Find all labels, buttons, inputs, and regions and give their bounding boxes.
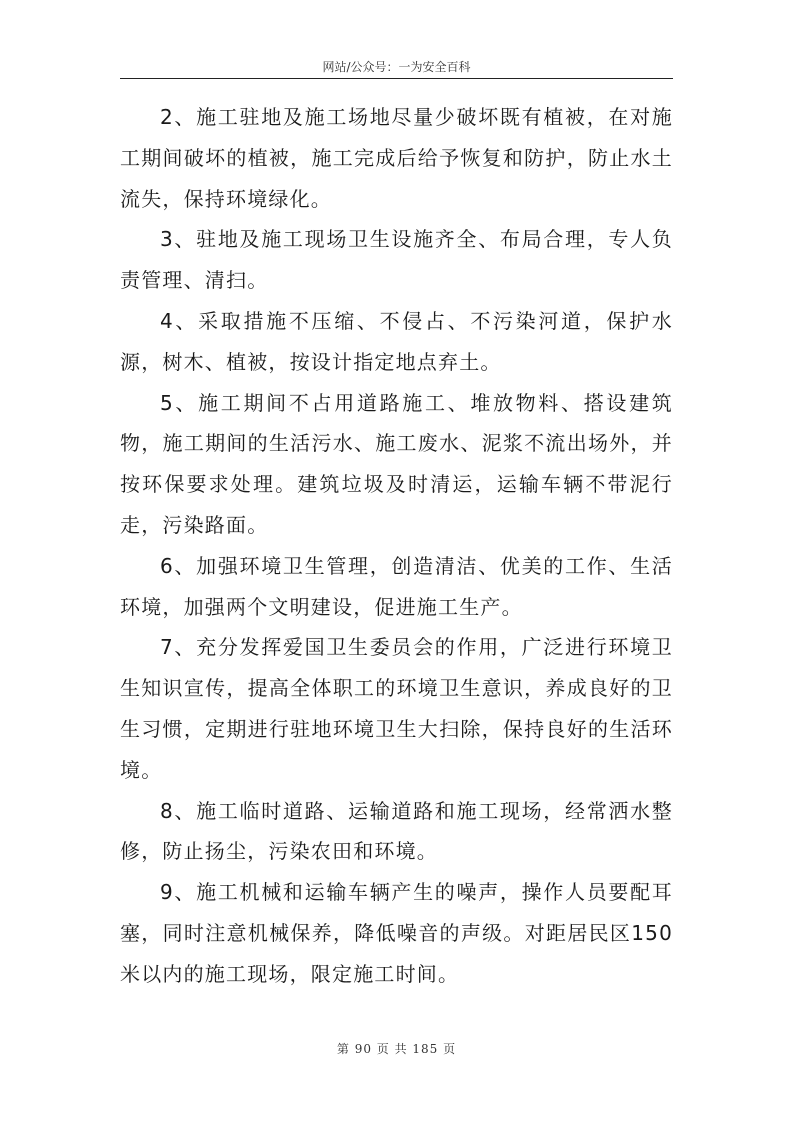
paragraph-item-3: 3、驻地及施工现场卫生设施齐全、布局合理，专人负责管理、清扫。 — [120, 227, 673, 293]
page-number-footer: 第 90 页 共 185 页 — [336, 1042, 457, 1056]
document-body — [120, 97, 673, 995]
page-header: 网站/公众号：一为安全百科 — [120, 56, 673, 79]
paragraph-item-8: 8、施工临时道路、运输道路和施工现场，经常洒水整修，防止扬尘，污染农田和环境。 — [120, 798, 673, 864]
paragraph-item-9: 9、施工机械和运输车辆产生的噪声，操作人员要配耳塞，同时注意机械保养，降低噪音的声级。对距居民区150米以内的施工现场，限定施工时间。 — [120, 880, 673, 986]
paragraph-item-7: 7、充分发挥爱国卫生委员会的作用，广泛进行环境卫生知识宣传，提高全体职工的环境卫生意识，养成良好的卫生习惯，定期进行驻地环境卫生大扫除，保持良好的生活环境。 — [120, 635, 673, 782]
paragraph-item-5: 5、施工期间不占用道路施工、堆放物料、搭设建筑物，施工期间的生活污水、施工废水、泥浆不流出场外，并按环保要求处理。建筑垃圾及时清运，运输车辆不带泥行走，污染路面。 — [120, 390, 673, 537]
paragraph-item-4: 4、采取措施不压缩、不侵占、不污染河道，保护水源，树木、植被，按设计指定地点弃土。 — [120, 308, 673, 374]
paragraph-item-2: 2、施工驻地及施工场地尽量少破坏既有植被，在对施工期间破坏的植被，施工完成后给予恢复和防护，防止水土流失，保持环境绿化。 — [120, 105, 673, 211]
paragraph-item-6: 6、加强环境卫生管理，创造清洁、优美的工作、生活环境，加强两个文明建设，促进施工生产。 — [120, 553, 673, 619]
